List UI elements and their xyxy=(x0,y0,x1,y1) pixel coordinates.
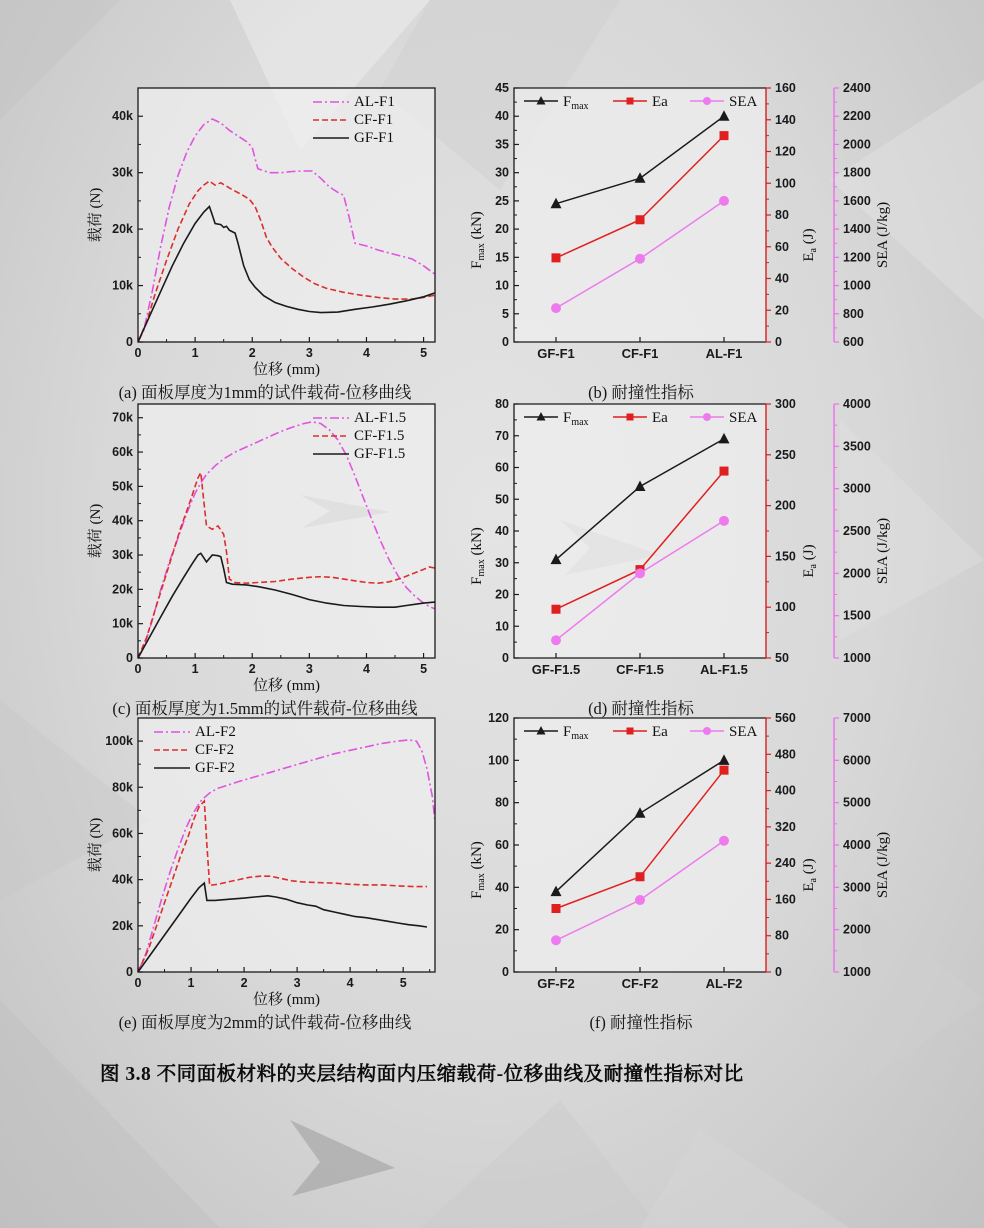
svg-text:40: 40 xyxy=(775,271,789,286)
svg-text:60k: 60k xyxy=(112,826,133,841)
svg-text:4: 4 xyxy=(346,976,354,990)
legend-label-AL-F2: AL-F2 xyxy=(195,724,236,740)
legend-label-CF-F1.5: CF-F1.5 xyxy=(354,428,405,444)
svg-text:1600: 1600 xyxy=(843,193,871,208)
chart-f-caption: (f) 耐撞性指标 xyxy=(589,1013,693,1032)
category-label: AL-F2 xyxy=(705,976,743,991)
svg-text:60: 60 xyxy=(495,460,509,475)
svg-text:0: 0 xyxy=(502,335,509,349)
svg-text:20: 20 xyxy=(495,587,509,602)
chart-a-canvas xyxy=(86,82,444,378)
svg-text:30k: 30k xyxy=(112,548,133,563)
legend-label-SEA: SEA xyxy=(729,94,758,110)
category-label: CF-F1 xyxy=(621,346,659,361)
chart-d-canvas xyxy=(468,398,908,694)
svg-text:3500: 3500 xyxy=(843,439,871,454)
svg-text:2500: 2500 xyxy=(843,524,871,538)
y-axis-label: 载荷 (N) xyxy=(88,817,104,873)
svg-text:20k: 20k xyxy=(112,918,133,933)
svg-text:70k: 70k xyxy=(112,410,133,425)
svg-text:5: 5 xyxy=(420,662,428,676)
svg-text:1: 1 xyxy=(191,346,199,360)
svg-text:80: 80 xyxy=(775,928,789,943)
svg-text:1: 1 xyxy=(187,976,195,990)
legend-label-GF-F1: GF-F1 xyxy=(354,130,395,146)
svg-text:1: 1 xyxy=(191,662,199,676)
svg-text:300: 300 xyxy=(775,398,796,411)
category-label: CF-F1.5 xyxy=(616,662,664,677)
category-label: GF-F1 xyxy=(537,346,575,361)
svg-text:60: 60 xyxy=(775,239,789,254)
svg-text:20: 20 xyxy=(495,222,509,237)
svg-text:160: 160 xyxy=(775,892,796,907)
chart-c-block xyxy=(86,398,444,719)
y-axis-label: 载荷 (N) xyxy=(88,503,104,559)
svg-text:1400: 1400 xyxy=(843,222,871,237)
chart-e-block xyxy=(86,712,444,1033)
category-label: AL-F1.5 xyxy=(700,662,748,677)
svg-text:6000: 6000 xyxy=(843,753,871,768)
svg-text:10: 10 xyxy=(495,619,509,634)
svg-text:5000: 5000 xyxy=(843,795,871,810)
fmax-axis-label: $F_{max}$ (kN) xyxy=(469,527,487,585)
svg-text:15: 15 xyxy=(495,250,509,265)
legend-label-Ea: Ea xyxy=(652,94,668,110)
chart-d-block xyxy=(468,398,908,719)
ea-axis-label: $E_a$ (J) xyxy=(801,228,819,262)
svg-text:3: 3 xyxy=(305,346,313,360)
chart-f-canvas xyxy=(468,712,908,1008)
svg-text:45: 45 xyxy=(495,82,509,95)
svg-text:80: 80 xyxy=(495,398,509,411)
sea-axis-label: SEA (J/kg) xyxy=(875,517,891,585)
chart-b-caption: (b) 耐撞性指标 xyxy=(588,383,694,402)
svg-text:100: 100 xyxy=(488,753,509,768)
svg-text:800: 800 xyxy=(843,306,864,321)
svg-text:1800: 1800 xyxy=(843,165,871,180)
svg-text:70: 70 xyxy=(495,428,509,443)
svg-text:0: 0 xyxy=(775,335,782,349)
svg-text:3000: 3000 xyxy=(843,481,871,496)
svg-text:40k: 40k xyxy=(112,872,133,887)
svg-text:80: 80 xyxy=(495,795,509,810)
fmax-axis-label: $F_{max}$ (kN) xyxy=(469,211,487,269)
svg-text:1500: 1500 xyxy=(843,608,871,623)
svg-text:400: 400 xyxy=(775,783,796,798)
svg-text:30: 30 xyxy=(495,165,509,180)
svg-text:4: 4 xyxy=(362,662,370,676)
svg-text:10k: 10k xyxy=(112,278,133,293)
x-axis-label: 位移 (mm) xyxy=(252,362,321,378)
category-label: CF-F2 xyxy=(621,976,659,991)
plot-area xyxy=(514,88,766,342)
svg-text:140: 140 xyxy=(775,112,796,127)
legend-label-Fmax: $F_{max}$ xyxy=(563,724,589,742)
svg-text:3000: 3000 xyxy=(843,880,871,895)
svg-text:0: 0 xyxy=(126,335,133,349)
svg-text:35: 35 xyxy=(495,137,509,152)
svg-text:5: 5 xyxy=(399,976,407,990)
svg-text:7000: 7000 xyxy=(843,712,871,725)
svg-text:2000: 2000 xyxy=(843,922,871,937)
svg-text:40: 40 xyxy=(495,880,509,895)
legend-label-AL-F1.5: AL-F1.5 xyxy=(354,410,407,426)
svg-text:50k: 50k xyxy=(112,479,133,494)
fmax-axis-label: $F_{max}$ (kN) xyxy=(469,841,487,899)
svg-text:240: 240 xyxy=(775,856,796,871)
legend-label-GF-F1.5: GF-F1.5 xyxy=(354,446,406,462)
svg-text:3: 3 xyxy=(293,976,301,990)
svg-text:20: 20 xyxy=(775,303,789,318)
legend-label-Fmax: $F_{max}$ xyxy=(563,94,589,112)
svg-text:5: 5 xyxy=(502,306,509,321)
svg-text:600: 600 xyxy=(843,335,864,349)
svg-text:50: 50 xyxy=(495,492,509,507)
legend-label-AL-F1: AL-F1 xyxy=(354,94,395,110)
svg-text:160: 160 xyxy=(775,82,796,95)
chart-c-caption: (c) 面板厚度为1.5mm的试件载荷-位移曲线 xyxy=(112,699,418,718)
category-label: GF-F2 xyxy=(537,976,575,991)
svg-text:60k: 60k xyxy=(112,445,133,460)
svg-text:4000: 4000 xyxy=(843,398,871,411)
svg-text:0: 0 xyxy=(126,651,133,665)
svg-text:2: 2 xyxy=(248,346,256,360)
svg-text:30k: 30k xyxy=(112,165,133,180)
svg-text:20k: 20k xyxy=(112,582,133,597)
sea-axis-label: SEA (J/kg) xyxy=(875,831,891,899)
svg-text:100k: 100k xyxy=(105,734,133,749)
svg-text:4: 4 xyxy=(362,346,370,360)
svg-text:0: 0 xyxy=(502,651,509,665)
svg-text:1000: 1000 xyxy=(843,278,871,293)
svg-text:0: 0 xyxy=(775,965,782,979)
svg-text:20: 20 xyxy=(495,922,509,937)
sea-axis-label: SEA (J/kg) xyxy=(875,201,891,269)
figure-caption: 图 3.8 不同面板材料的夹层结构面内压缩载荷-位移曲线及耐撞性指标对比 xyxy=(100,1064,744,1085)
svg-text:10: 10 xyxy=(495,278,509,293)
svg-text:20k: 20k xyxy=(112,222,133,237)
legend-label-Ea: Ea xyxy=(652,410,668,426)
svg-text:4000: 4000 xyxy=(843,838,871,852)
y-axis-label: 载荷 (N) xyxy=(88,187,104,243)
svg-text:0: 0 xyxy=(134,976,142,990)
ea-axis-label: $E_a$ (J) xyxy=(801,544,819,578)
svg-text:0: 0 xyxy=(134,662,142,676)
chart-b-canvas xyxy=(468,82,908,378)
svg-text:120: 120 xyxy=(775,144,796,159)
svg-text:150: 150 xyxy=(775,549,796,564)
chart-c-canvas xyxy=(86,398,444,694)
category-label: AL-F1 xyxy=(705,346,743,361)
chart-e-canvas xyxy=(86,712,444,1008)
svg-text:25: 25 xyxy=(495,193,509,208)
svg-text:2000: 2000 xyxy=(843,566,871,581)
svg-text:3: 3 xyxy=(305,662,313,676)
chart-a-block xyxy=(86,82,444,403)
svg-text:2: 2 xyxy=(240,976,248,990)
legend-label-CF-F2: CF-F2 xyxy=(195,742,235,758)
svg-text:320: 320 xyxy=(775,819,796,834)
svg-text:100: 100 xyxy=(775,176,796,191)
svg-text:100: 100 xyxy=(775,600,796,615)
svg-text:2000: 2000 xyxy=(843,137,871,152)
svg-text:40k: 40k xyxy=(112,513,133,528)
svg-text:2: 2 xyxy=(248,662,256,676)
svg-text:1200: 1200 xyxy=(843,250,871,265)
svg-text:0: 0 xyxy=(134,346,142,360)
legend-label-Fmax: $F_{max}$ xyxy=(563,410,589,428)
svg-text:40k: 40k xyxy=(112,109,133,124)
x-axis-label: 位移 (mm) xyxy=(252,678,321,694)
plot-area xyxy=(514,718,766,972)
legend-label-GF-F2: GF-F2 xyxy=(195,760,236,776)
svg-text:60: 60 xyxy=(495,838,509,852)
chart-e-caption: (e) 面板厚度为2mm的试件载荷-位移曲线 xyxy=(118,1013,412,1032)
svg-text:1000: 1000 xyxy=(843,965,871,979)
chart-b-block xyxy=(468,82,908,403)
legend-label-CF-F1: CF-F1 xyxy=(354,112,394,128)
svg-text:2400: 2400 xyxy=(843,82,871,95)
svg-text:2200: 2200 xyxy=(843,109,871,124)
svg-text:0: 0 xyxy=(126,965,133,979)
legend-label-SEA: SEA xyxy=(729,410,758,426)
legend-label-Ea: Ea xyxy=(652,724,668,740)
svg-text:200: 200 xyxy=(775,498,796,513)
svg-text:0: 0 xyxy=(502,965,509,979)
svg-text:250: 250 xyxy=(775,447,796,462)
svg-text:50: 50 xyxy=(775,651,789,665)
ea-axis-label: $E_a$ (J) xyxy=(801,858,819,892)
svg-text:80: 80 xyxy=(775,208,789,222)
chart-a-caption: (a) 面板厚度为1mm的试件载荷-位移曲线 xyxy=(118,383,412,402)
svg-text:80k: 80k xyxy=(112,780,133,795)
svg-text:560: 560 xyxy=(775,712,796,725)
chart-f-block xyxy=(468,712,908,1033)
svg-text:40: 40 xyxy=(495,109,509,124)
svg-text:1000: 1000 xyxy=(843,651,871,665)
svg-text:40: 40 xyxy=(495,524,509,538)
svg-text:10k: 10k xyxy=(112,616,133,631)
chart-d-caption: (d) 耐撞性指标 xyxy=(588,699,694,718)
svg-text:30: 30 xyxy=(495,555,509,570)
plot-area xyxy=(138,718,435,972)
x-axis-label: 位移 (mm) xyxy=(252,992,321,1008)
svg-text:480: 480 xyxy=(775,747,796,762)
legend-label-SEA: SEA xyxy=(729,724,758,740)
svg-text:5: 5 xyxy=(420,346,428,360)
svg-text:120: 120 xyxy=(488,712,509,725)
category-label: GF-F1.5 xyxy=(531,662,581,677)
